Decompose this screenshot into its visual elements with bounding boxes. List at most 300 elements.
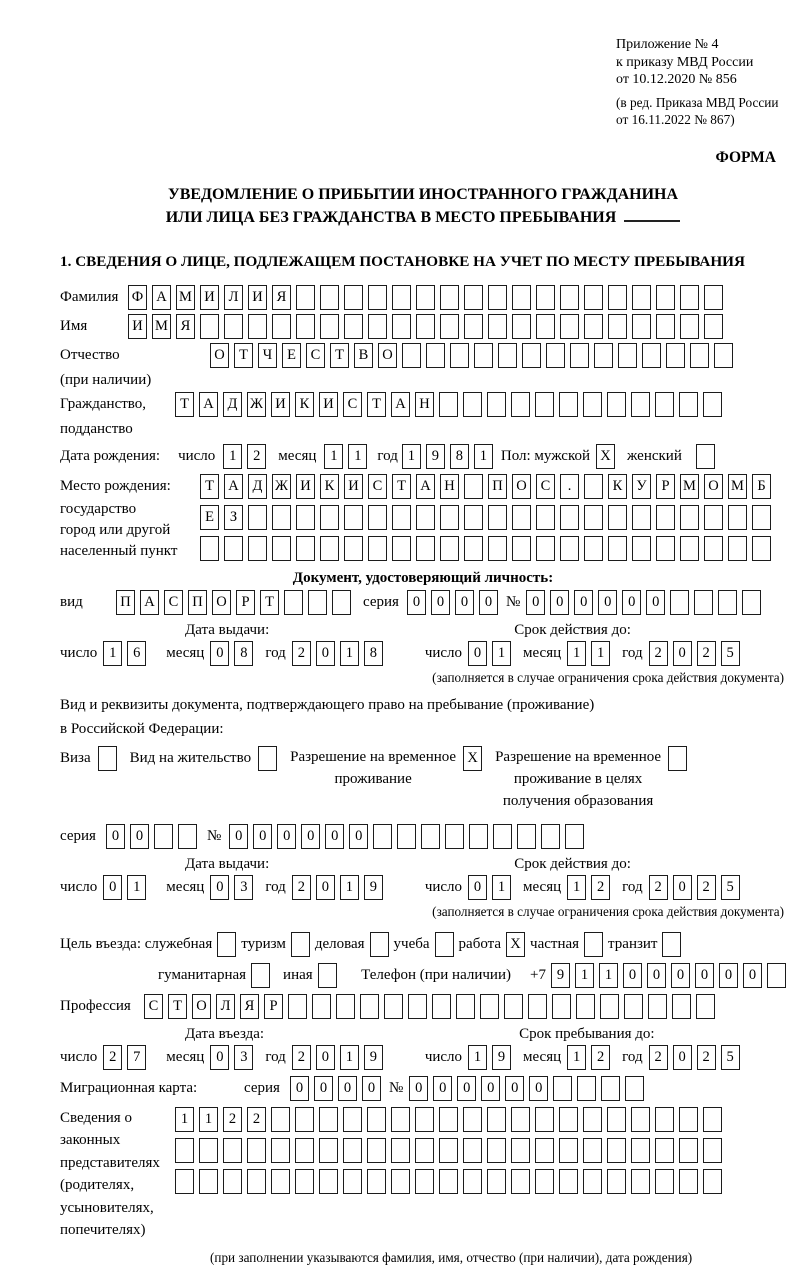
char-cell[interactable] (464, 505, 483, 530)
char-cell[interactable]: 0 (550, 590, 569, 615)
char-cell[interactable] (703, 1107, 722, 1132)
char-cell[interactable] (662, 932, 681, 957)
char-cell[interactable]: 1 (127, 875, 146, 900)
char-cell[interactable] (679, 1138, 698, 1163)
char-cell[interactable] (583, 392, 602, 417)
char-cell[interactable]: 0 (325, 824, 344, 849)
char-cell[interactable] (224, 314, 243, 339)
char-cell[interactable] (625, 1076, 644, 1101)
char-cell[interactable]: 0 (481, 1076, 500, 1101)
char-cell[interactable] (464, 314, 483, 339)
char-cell[interactable]: И (271, 392, 290, 417)
char-cell[interactable] (560, 285, 579, 310)
char-cell[interactable]: Е (200, 505, 219, 530)
char-cell[interactable] (247, 1169, 266, 1194)
char-cell[interactable]: Я (240, 994, 259, 1019)
char-cell[interactable] (607, 1169, 626, 1194)
char-cell[interactable] (559, 1138, 578, 1163)
char-cell[interactable] (608, 285, 627, 310)
char-cell[interactable] (296, 505, 315, 530)
char-cell[interactable] (488, 314, 507, 339)
char-cell[interactable] (668, 746, 687, 771)
char-cell[interactable] (690, 343, 709, 368)
char-cell[interactable] (594, 343, 613, 368)
char-cell[interactable] (469, 824, 488, 849)
char-cell[interactable]: 2 (697, 641, 716, 666)
char-cell[interactable] (583, 1169, 602, 1194)
char-cell[interactable]: 2 (649, 641, 668, 666)
char-cell[interactable]: 1 (402, 444, 421, 469)
char-cell[interactable]: Т (392, 474, 411, 499)
char-cell[interactable] (672, 994, 691, 1019)
char-cell[interactable]: 1 (324, 444, 343, 469)
char-cell[interactable]: У (632, 474, 651, 499)
char-cell[interactable] (584, 505, 603, 530)
char-cell[interactable]: С (368, 474, 387, 499)
char-cell[interactable] (271, 1169, 290, 1194)
char-cell[interactable] (344, 505, 363, 530)
char-cell[interactable] (656, 314, 675, 339)
char-cell[interactable] (512, 536, 531, 561)
char-cell[interactable] (487, 1107, 506, 1132)
char-cell[interactable]: 0 (673, 875, 692, 900)
char-cell[interactable] (319, 1107, 338, 1132)
char-cell[interactable]: 0 (103, 875, 122, 900)
char-cell[interactable]: 1 (492, 875, 511, 900)
char-cell[interactable]: И (248, 285, 267, 310)
char-cell[interactable] (559, 392, 578, 417)
char-cell[interactable] (199, 1138, 218, 1163)
char-cell[interactable]: 9 (492, 1045, 511, 1070)
char-cell[interactable] (655, 1107, 674, 1132)
char-cell[interactable] (258, 746, 277, 771)
char-cell[interactable]: И (319, 392, 338, 417)
char-cell[interactable]: Д (223, 392, 242, 417)
char-cell[interactable] (624, 994, 643, 1019)
char-cell[interactable]: 0 (468, 641, 487, 666)
char-cell[interactable] (704, 314, 723, 339)
char-cell[interactable]: Ж (272, 474, 291, 499)
char-cell[interactable]: 2 (697, 1045, 716, 1070)
char-cell[interactable] (445, 824, 464, 849)
char-cell[interactable] (251, 963, 270, 988)
char-cell[interactable] (248, 314, 267, 339)
char-cell[interactable]: Д (248, 474, 267, 499)
char-cell[interactable] (440, 505, 459, 530)
char-cell[interactable] (199, 1169, 218, 1194)
char-cell[interactable]: 1 (575, 963, 594, 988)
char-cell[interactable]: X (463, 746, 482, 771)
char-cell[interactable] (511, 1107, 530, 1132)
char-cell[interactable] (487, 1138, 506, 1163)
char-cell[interactable]: 1 (348, 444, 367, 469)
char-cell[interactable] (272, 505, 291, 530)
char-cell[interactable] (284, 590, 303, 615)
char-cell[interactable] (272, 314, 291, 339)
char-cell[interactable] (536, 505, 555, 530)
char-cell[interactable] (498, 343, 517, 368)
char-cell[interactable] (632, 536, 651, 561)
char-cell[interactable]: 2 (697, 875, 716, 900)
char-cell[interactable] (560, 505, 579, 530)
char-cell[interactable] (487, 1169, 506, 1194)
char-cell[interactable]: Я (176, 314, 195, 339)
char-cell[interactable]: С (343, 392, 362, 417)
char-cell[interactable] (344, 285, 363, 310)
char-cell[interactable] (607, 1138, 626, 1163)
char-cell[interactable]: Т (234, 343, 253, 368)
char-cell[interactable] (464, 474, 483, 499)
char-cell[interactable]: 2 (292, 641, 311, 666)
char-cell[interactable] (679, 1107, 698, 1132)
char-cell[interactable] (584, 932, 603, 957)
char-cell[interactable] (344, 314, 363, 339)
char-cell[interactable] (175, 1138, 194, 1163)
char-cell[interactable] (511, 1169, 530, 1194)
char-cell[interactable] (98, 746, 117, 771)
char-cell[interactable] (584, 474, 603, 499)
char-cell[interactable]: О (512, 474, 531, 499)
char-cell[interactable]: Т (175, 392, 194, 417)
char-cell[interactable] (432, 994, 451, 1019)
char-cell[interactable] (631, 1138, 650, 1163)
char-cell[interactable] (464, 536, 483, 561)
char-cell[interactable] (384, 994, 403, 1019)
char-cell[interactable] (512, 285, 531, 310)
char-cell[interactable] (680, 536, 699, 561)
char-cell[interactable] (742, 590, 761, 615)
char-cell[interactable]: П (116, 590, 135, 615)
char-cell[interactable]: 1 (474, 444, 493, 469)
char-cell[interactable]: 3 (234, 1045, 253, 1070)
char-cell[interactable]: 2 (292, 875, 311, 900)
char-cell[interactable]: Ч (258, 343, 277, 368)
char-cell[interactable] (295, 1107, 314, 1132)
char-cell[interactable] (296, 536, 315, 561)
char-cell[interactable] (312, 994, 331, 1019)
char-cell[interactable]: И (128, 314, 147, 339)
char-cell[interactable] (154, 824, 173, 849)
char-cell[interactable] (296, 285, 315, 310)
char-cell[interactable]: Р (264, 994, 283, 1019)
char-cell[interactable] (416, 505, 435, 530)
char-cell[interactable]: С (306, 343, 325, 368)
char-cell[interactable] (632, 505, 651, 530)
char-cell[interactable] (319, 1169, 338, 1194)
char-cell[interactable] (680, 505, 699, 530)
char-cell[interactable]: 0 (719, 963, 738, 988)
char-cell[interactable]: М (728, 474, 747, 499)
char-cell[interactable]: 0 (468, 875, 487, 900)
char-cell[interactable]: К (608, 474, 627, 499)
char-cell[interactable] (435, 932, 454, 957)
char-cell[interactable]: Т (260, 590, 279, 615)
char-cell[interactable] (632, 285, 651, 310)
char-cell[interactable]: 1 (468, 1045, 487, 1070)
char-cell[interactable]: З (224, 505, 243, 530)
char-cell[interactable] (536, 285, 555, 310)
char-cell[interactable]: 0 (479, 590, 498, 615)
char-cell[interactable] (752, 536, 771, 561)
char-cell[interactable] (271, 1138, 290, 1163)
char-cell[interactable]: И (200, 285, 219, 310)
char-cell[interactable] (248, 505, 267, 530)
char-cell[interactable]: 1 (199, 1107, 218, 1132)
char-cell[interactable] (504, 994, 523, 1019)
char-cell[interactable]: И (344, 474, 363, 499)
char-cell[interactable]: Ж (247, 392, 266, 417)
char-cell[interactable]: 1 (567, 641, 586, 666)
char-cell[interactable] (308, 590, 327, 615)
char-cell[interactable]: 1 (340, 875, 359, 900)
char-cell[interactable]: 1 (567, 875, 586, 900)
char-cell[interactable] (271, 1107, 290, 1132)
char-cell[interactable]: 1 (599, 963, 618, 988)
char-cell[interactable] (607, 392, 626, 417)
char-cell[interactable]: 0 (673, 1045, 692, 1070)
char-cell[interactable]: 1 (223, 444, 242, 469)
char-cell[interactable] (295, 1138, 314, 1163)
char-cell[interactable] (415, 1169, 434, 1194)
char-cell[interactable]: 0 (407, 590, 426, 615)
char-cell[interactable] (440, 536, 459, 561)
char-cell[interactable] (511, 1138, 530, 1163)
char-cell[interactable] (752, 505, 771, 530)
char-cell[interactable] (703, 392, 722, 417)
char-cell[interactable]: 0 (529, 1076, 548, 1101)
char-cell[interactable]: 0 (130, 824, 149, 849)
char-cell[interactable] (336, 994, 355, 1019)
char-cell[interactable]: 5 (721, 1045, 740, 1070)
char-cell[interactable]: 0 (349, 824, 368, 849)
char-cell[interactable] (200, 314, 219, 339)
char-cell[interactable]: И (296, 474, 315, 499)
char-cell[interactable] (618, 343, 637, 368)
char-cell[interactable] (642, 343, 661, 368)
char-cell[interactable]: 2 (103, 1045, 122, 1070)
char-cell[interactable]: М (176, 285, 195, 310)
char-cell[interactable] (360, 994, 379, 1019)
char-cell[interactable] (415, 1107, 434, 1132)
char-cell[interactable]: 9 (364, 1045, 383, 1070)
char-cell[interactable] (368, 314, 387, 339)
char-cell[interactable]: 2 (591, 875, 610, 900)
char-cell[interactable] (767, 963, 786, 988)
char-cell[interactable] (600, 994, 619, 1019)
char-cell[interactable] (439, 1169, 458, 1194)
char-cell[interactable] (560, 536, 579, 561)
char-cell[interactable] (343, 1107, 362, 1132)
char-cell[interactable] (601, 1076, 620, 1101)
char-cell[interactable] (576, 994, 595, 1019)
char-cell[interactable]: 0 (647, 963, 666, 988)
char-cell[interactable]: 1 (567, 1045, 586, 1070)
char-cell[interactable]: 2 (591, 1045, 610, 1070)
char-cell[interactable] (528, 994, 547, 1019)
char-cell[interactable]: 1 (591, 641, 610, 666)
char-cell[interactable] (565, 824, 584, 849)
char-cell[interactable]: А (416, 474, 435, 499)
char-cell[interactable] (696, 444, 715, 469)
char-cell[interactable]: Л (224, 285, 243, 310)
char-cell[interactable] (488, 285, 507, 310)
char-cell[interactable] (421, 824, 440, 849)
char-cell[interactable] (367, 1107, 386, 1132)
char-cell[interactable] (200, 536, 219, 561)
char-cell[interactable] (559, 1107, 578, 1132)
char-cell[interactable]: С (164, 590, 183, 615)
char-cell[interactable]: 3 (234, 875, 253, 900)
char-cell[interactable] (439, 392, 458, 417)
char-cell[interactable] (535, 392, 554, 417)
char-cell[interactable] (570, 343, 589, 368)
char-cell[interactable]: А (224, 474, 243, 499)
char-cell[interactable] (656, 505, 675, 530)
char-cell[interactable] (655, 1169, 674, 1194)
char-cell[interactable]: 0 (301, 824, 320, 849)
char-cell[interactable] (178, 824, 197, 849)
char-cell[interactable]: 0 (277, 824, 296, 849)
char-cell[interactable]: X (596, 444, 615, 469)
char-cell[interactable]: 2 (247, 1107, 266, 1132)
char-cell[interactable] (655, 1138, 674, 1163)
char-cell[interactable] (402, 343, 421, 368)
char-cell[interactable] (320, 314, 339, 339)
char-cell[interactable]: 0 (409, 1076, 428, 1101)
char-cell[interactable] (607, 1107, 626, 1132)
char-cell[interactable]: А (152, 285, 171, 310)
char-cell[interactable]: 0 (316, 875, 335, 900)
char-cell[interactable] (391, 1169, 410, 1194)
char-cell[interactable]: Е (282, 343, 301, 368)
char-cell[interactable]: К (295, 392, 314, 417)
char-cell[interactable] (704, 285, 723, 310)
char-cell[interactable] (319, 1138, 338, 1163)
char-cell[interactable]: О (212, 590, 231, 615)
char-cell[interactable]: С (144, 994, 163, 1019)
char-cell[interactable]: 0 (646, 590, 665, 615)
char-cell[interactable]: О (378, 343, 397, 368)
char-cell[interactable] (456, 994, 475, 1019)
char-cell[interactable] (536, 314, 555, 339)
char-cell[interactable]: 0 (505, 1076, 524, 1101)
char-cell[interactable] (217, 932, 236, 957)
char-cell[interactable]: 0 (526, 590, 545, 615)
char-cell[interactable] (367, 1138, 386, 1163)
char-cell[interactable] (559, 1169, 578, 1194)
char-cell[interactable] (718, 590, 737, 615)
char-cell[interactable] (552, 994, 571, 1019)
char-cell[interactable] (608, 505, 627, 530)
char-cell[interactable]: 1 (103, 641, 122, 666)
char-cell[interactable]: Т (330, 343, 349, 368)
char-cell[interactable] (511, 392, 530, 417)
char-cell[interactable]: 9 (426, 444, 445, 469)
char-cell[interactable] (463, 1169, 482, 1194)
char-cell[interactable] (608, 314, 627, 339)
char-cell[interactable]: Р (656, 474, 675, 499)
char-cell[interactable] (577, 1076, 596, 1101)
char-cell[interactable]: 7 (127, 1045, 146, 1070)
char-cell[interactable]: 0 (623, 963, 642, 988)
char-cell[interactable]: 8 (364, 641, 383, 666)
char-cell[interactable]: Л (216, 994, 235, 1019)
char-cell[interactable] (584, 536, 603, 561)
char-cell[interactable] (680, 314, 699, 339)
char-cell[interactable]: X (506, 932, 525, 957)
char-cell[interactable]: 0 (229, 824, 248, 849)
char-cell[interactable] (391, 1107, 410, 1132)
char-cell[interactable]: К (320, 474, 339, 499)
char-cell[interactable] (535, 1138, 554, 1163)
char-cell[interactable]: М (152, 314, 171, 339)
char-cell[interactable] (631, 1169, 650, 1194)
char-cell[interactable]: Р (236, 590, 255, 615)
char-cell[interactable]: Т (200, 474, 219, 499)
char-cell[interactable] (631, 1107, 650, 1132)
char-cell[interactable] (480, 994, 499, 1019)
char-cell[interactable]: 0 (253, 824, 272, 849)
char-cell[interactable]: 0 (314, 1076, 333, 1101)
char-cell[interactable] (464, 285, 483, 310)
char-cell[interactable]: Т (168, 994, 187, 1019)
char-cell[interactable] (272, 536, 291, 561)
char-cell[interactable]: 0 (743, 963, 762, 988)
char-cell[interactable] (223, 1169, 242, 1194)
char-cell[interactable]: 1 (175, 1107, 194, 1132)
char-cell[interactable] (463, 1107, 482, 1132)
char-cell[interactable]: 0 (673, 641, 692, 666)
char-cell[interactable] (536, 536, 555, 561)
char-cell[interactable] (291, 932, 310, 957)
char-cell[interactable] (367, 1169, 386, 1194)
char-cell[interactable] (535, 1107, 554, 1132)
char-cell[interactable]: 0 (362, 1076, 381, 1101)
char-cell[interactable]: 1 (492, 641, 511, 666)
char-cell[interactable] (560, 314, 579, 339)
char-cell[interactable]: Б (752, 474, 771, 499)
char-cell[interactable] (666, 343, 685, 368)
char-cell[interactable] (440, 314, 459, 339)
char-cell[interactable] (392, 285, 411, 310)
char-cell[interactable] (728, 536, 747, 561)
char-cell[interactable] (493, 824, 512, 849)
char-cell[interactable] (440, 285, 459, 310)
char-cell[interactable]: 0 (106, 824, 125, 849)
char-cell[interactable] (535, 1169, 554, 1194)
char-cell[interactable] (450, 343, 469, 368)
char-cell[interactable]: 2 (223, 1107, 242, 1132)
char-cell[interactable] (704, 536, 723, 561)
char-cell[interactable]: 0 (316, 641, 335, 666)
char-cell[interactable]: Т (367, 392, 386, 417)
char-cell[interactable]: В (354, 343, 373, 368)
char-cell[interactable]: 2 (247, 444, 266, 469)
char-cell[interactable]: 9 (364, 875, 383, 900)
char-cell[interactable] (512, 314, 531, 339)
char-cell[interactable] (656, 285, 675, 310)
char-cell[interactable]: 0 (210, 875, 229, 900)
char-cell[interactable] (656, 536, 675, 561)
char-cell[interactable]: 6 (127, 641, 146, 666)
char-cell[interactable] (343, 1169, 362, 1194)
char-cell[interactable] (320, 536, 339, 561)
char-cell[interactable] (670, 590, 689, 615)
char-cell[interactable] (679, 392, 698, 417)
char-cell[interactable] (680, 285, 699, 310)
char-cell[interactable] (463, 1138, 482, 1163)
char-cell[interactable] (546, 343, 565, 368)
